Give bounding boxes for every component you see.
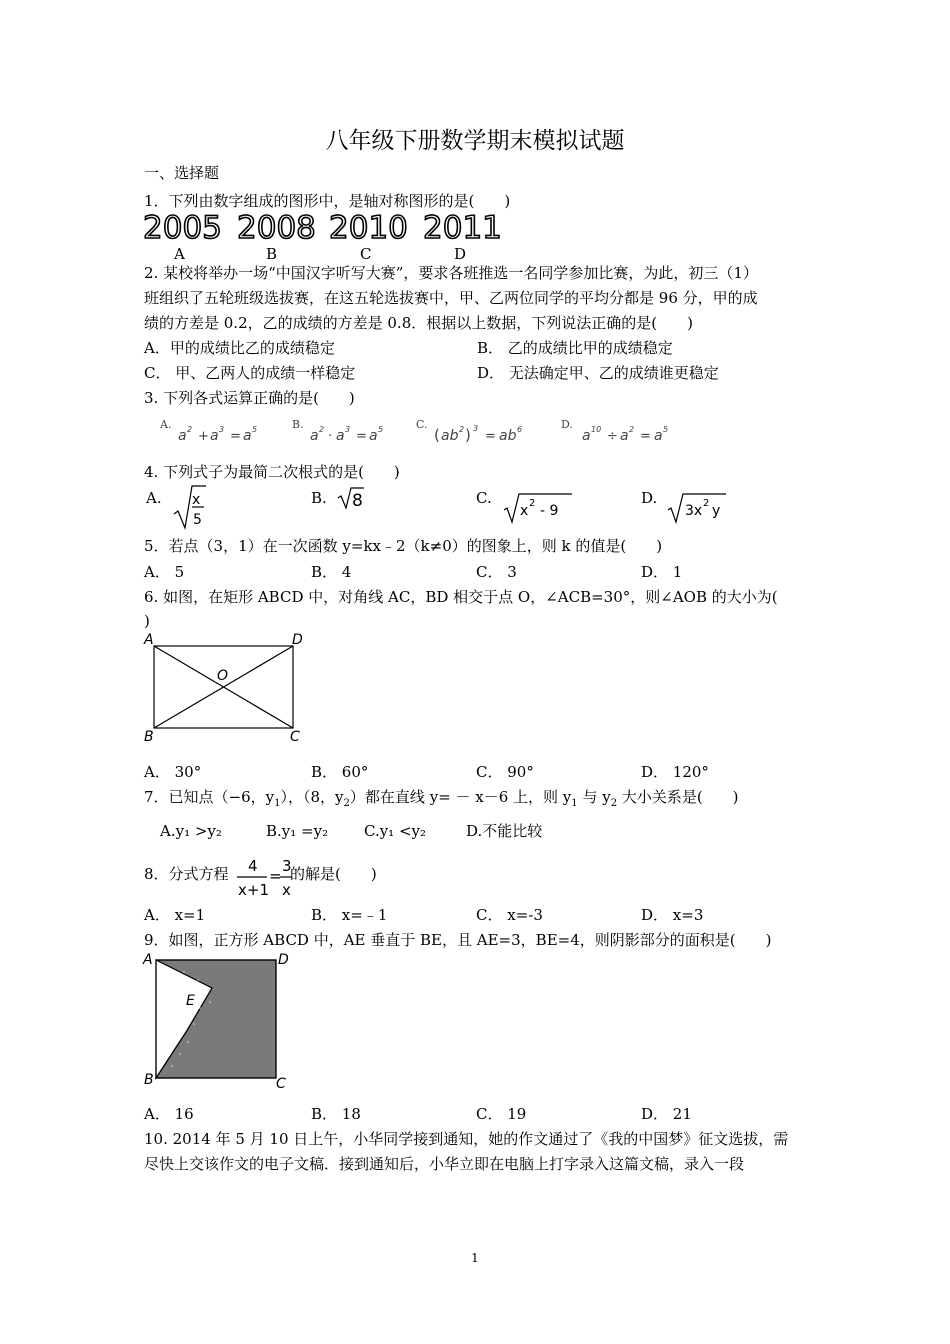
svg-text:a: a [582, 428, 591, 444]
q3-label-b: B. [292, 418, 304, 431]
q1-label-d: D [454, 245, 467, 263]
svg-text:x: x [282, 881, 291, 899]
svg-text:8: 8 [352, 491, 363, 511]
q9-stem: 9．如图，正方形 ABCD 中，AE 垂直于 BE，且 AE=3，BE=4，则阴影部分的面积是( ) [144, 931, 772, 949]
svg-text:=: = [485, 429, 496, 444]
svg-text:x: x [192, 492, 201, 508]
q6-option-b: B． 60° [311, 763, 369, 781]
q8-option-c: C． x=-3 [476, 906, 543, 924]
svg-text:=: = [230, 429, 241, 444]
svg-text:a: a [369, 428, 378, 444]
q9-vertex-a: A [143, 952, 153, 968]
q5-option-d: D． 1 [641, 563, 683, 581]
svg-text:4: 4 [248, 857, 258, 875]
q6-vertex-a: A [144, 632, 154, 648]
svg-text:a: a [243, 428, 252, 444]
svg-text:x+1: x+1 [238, 881, 269, 899]
q5-option-c: C． 3 [476, 563, 517, 581]
svg-text:a: a [654, 428, 663, 444]
q3-stem: 3. 下列各式运算正确的是( ) [144, 389, 355, 407]
q5-option-a: A． 5 [144, 563, 185, 581]
svg-text:a: a [210, 428, 219, 444]
svg-text:=: = [269, 867, 282, 885]
svg-text:): ) [465, 426, 471, 444]
svg-text:2: 2 [703, 498, 710, 509]
q4-label-b: B. [311, 489, 327, 507]
q9-option-c: C． 19 [476, 1105, 527, 1123]
svg-text:2: 2 [629, 425, 635, 434]
q4-label-c: C. [476, 489, 492, 507]
page-title: 八年级下册数学期末模拟试题 [325, 128, 625, 154]
q2-option-c: C． 甲、乙两人的成绩一样稳定 [144, 364, 356, 382]
q6-vertex-c: C [290, 729, 300, 745]
q4-label-a: A. [146, 489, 162, 507]
svg-text:2: 2 [319, 425, 325, 434]
q3-formulas [170, 420, 680, 450]
q6-option-d: D． 120° [641, 763, 709, 781]
q3-label-d: D. [561, 418, 573, 431]
q2-option-b: B． 乙的成绩比甲的成绩稳定 [477, 339, 673, 357]
q7-stem-text: 7．已知点（−6，y [144, 788, 275, 806]
q2-option-a: A．甲的成绩比乙的成绩稳定 [144, 339, 335, 357]
q8-fraction-equation [234, 855, 294, 899]
q8-option-d: D． x=3 [641, 906, 704, 924]
svg-text:a: a [178, 428, 187, 444]
svg-text:x: x [520, 503, 529, 519]
svg-text:3: 3 [282, 857, 292, 875]
q10-line2: 尽快上交该作文的电子文稿．接到通知后，小华立即在电脑上打字录入这篇文稿，录入一段 [144, 1155, 745, 1173]
q6-line2: ) [144, 612, 150, 630]
q2-line2: 班组织了五轮班级选拔赛，在这五轮选拔赛中，甲、乙两位同学的平均分都是 96 分，甲的成 [144, 289, 758, 307]
svg-text:- 9: - 9 [540, 503, 559, 519]
svg-text:5: 5 [252, 425, 258, 434]
q6-option-c: C． 90° [476, 763, 534, 781]
q9-option-b: B． 18 [311, 1105, 361, 1123]
svg-text:6: 6 [517, 425, 523, 434]
svg-text:+: + [198, 429, 209, 444]
svg-text:3: 3 [345, 425, 351, 434]
svg-text:2: 2 [187, 425, 193, 434]
svg-text:÷: ÷ [607, 429, 618, 444]
q9-vertex-c: C [276, 1076, 286, 1092]
svg-text:2: 2 [459, 425, 465, 434]
q3-label-a: A. [160, 418, 172, 431]
figure-2011: 2011 [423, 210, 502, 244]
section-heading: 一、选择题 [144, 164, 220, 182]
svg-text:·: · [328, 429, 333, 444]
q6-center-o: O [217, 668, 229, 684]
svg-text:3: 3 [473, 424, 479, 433]
q6-option-a: A． 30° [144, 763, 202, 781]
svg-text:2: 2 [529, 498, 536, 509]
q8-option-b: B． x=﹣1 [311, 906, 388, 924]
svg-text:3x: 3x [685, 503, 703, 519]
svg-text:5: 5 [378, 425, 384, 434]
q1-stem: 1．下列由数字组成的图形中，是轴对称图形的是( ) [144, 192, 511, 210]
q8-option-a: A． x=1 [144, 906, 206, 924]
q9-square-figure [140, 950, 300, 1092]
q5-option-b: B． 4 [311, 563, 352, 581]
q10-line1: 10. 2014 年 5 月 10 日上午，小华同学接到通知，她的作文通过了《我的中国梦》征文选拔，需 [144, 1130, 789, 1148]
figure-2008: 2008 [237, 210, 316, 244]
q1-label-a: A [174, 245, 185, 263]
q9-vertex-b: B [144, 1072, 154, 1088]
svg-text:a: a [336, 428, 345, 444]
q9-point-e: E [186, 993, 195, 1009]
svg-text:y: y [712, 503, 721, 519]
svg-text:a: a [310, 428, 319, 444]
svg-text:a: a [620, 428, 629, 444]
q6-rectangle-figure [140, 630, 315, 745]
q9-option-d: D． 21 [641, 1105, 692, 1123]
q6-vertex-d: D [292, 632, 303, 648]
svg-text:=: = [640, 429, 651, 444]
q7-stem: 7．已知点（−6，$y_1$），（8，$y_2$）都在直线 y= － x－6 上，则 $y_1$ 与 $y_2$ 大小关系是( ) [144, 788, 739, 809]
q2-option-d: D． 无法确定甲、乙的成绩谁更稳定 [477, 364, 719, 382]
page-number: 1 [471, 1251, 479, 1265]
q4-radicals [170, 482, 740, 532]
q5-stem: 5．若点（3，1）在一次函数 y=kx﹣2（k≠0）的图象上，则 k 的值是( ) [144, 537, 663, 555]
q7-option-a: A.y₁ >y₂ [160, 822, 222, 840]
q6-vertex-b: B [144, 729, 154, 745]
svg-text:5: 5 [193, 512, 202, 528]
q2-line3: 绩的方差是 0.2，乙的成绩的方差是 0.8．根据以上数据，下列说法正确的是( ) [144, 314, 693, 332]
svg-text:3: 3 [219, 425, 225, 434]
q8-stem-pre: 8．分式方程 [144, 865, 229, 883]
figure-2010: 2010 [329, 210, 408, 244]
q9-vertex-d: D [278, 952, 289, 968]
q8-stem-post: 的解是( ) [290, 865, 377, 883]
svg-text:(: ( [434, 426, 440, 444]
q1-label-b: B [266, 245, 278, 263]
svg-text:5: 5 [663, 425, 669, 434]
q4-label-d: D. [641, 489, 658, 507]
q7-option-b: B.y₁ =y₂ [266, 822, 329, 840]
q1-label-c: C [360, 245, 372, 263]
q2-line1: 2. 某校将举办一场“中国汉字听写大赛”，要求各班推选一名同学参加比赛，为此，初三（1） [144, 264, 758, 282]
svg-text:=: = [356, 429, 367, 444]
q7-option-d: D.不能比较 [466, 822, 543, 840]
svg-text:10: 10 [591, 425, 602, 434]
q4-stem: 4. 下列式子为最简二次根式的是( ) [144, 463, 400, 481]
q1-digit-figures [143, 210, 513, 244]
q3-label-c: C. [416, 418, 428, 431]
q6-line1: 6. 如图，在矩形 ABCD 中，对角线 AC，BD 相交于点 O，∠ACB=30°，则∠AOB 的大小为( [144, 588, 778, 606]
svg-text:ab: ab [441, 428, 459, 444]
svg-text:ab: ab [499, 428, 517, 444]
q7-option-c: C.y₁ <y₂ [364, 822, 427, 840]
q9-option-a: A． 16 [144, 1105, 194, 1123]
figure-2005: 2005 [143, 210, 222, 244]
